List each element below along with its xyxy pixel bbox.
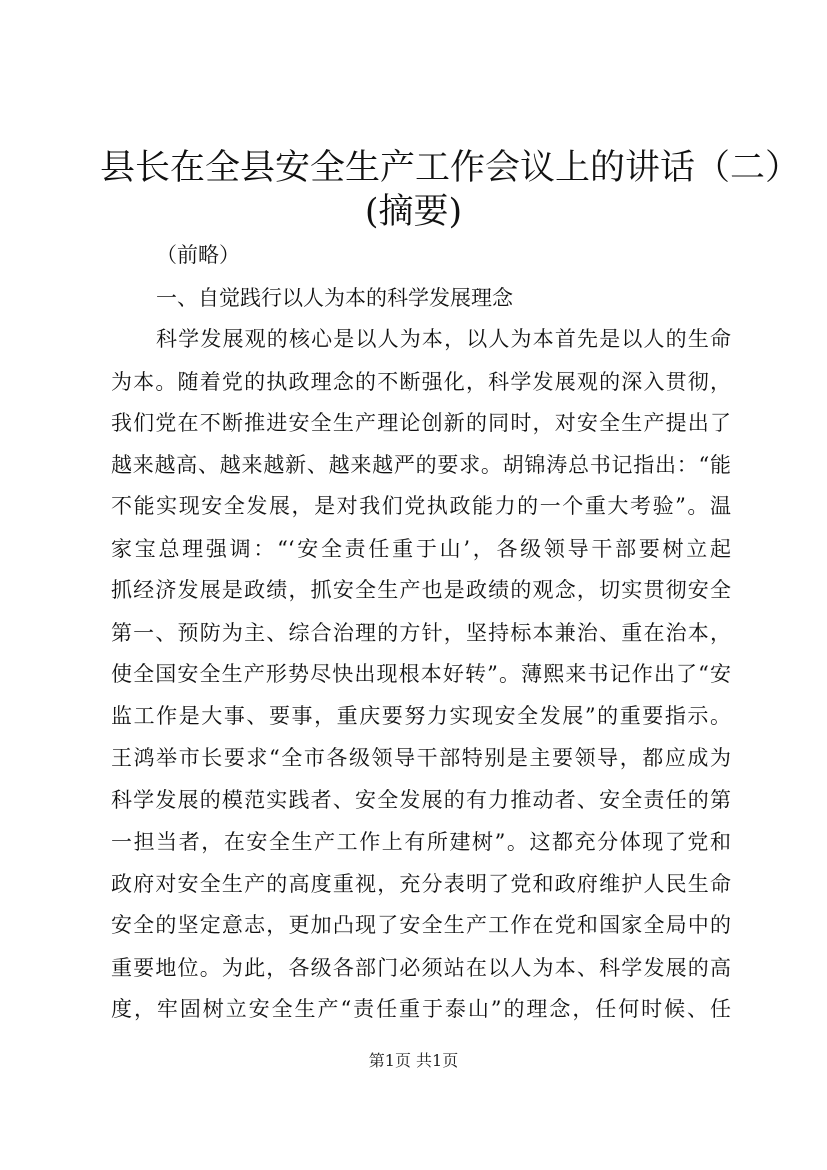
body-line: 王鸿举市长要求“全市各级领导干部特别是主要领导，都应成为: [111, 746, 731, 770]
body-line: 为本。随着党的执政理念的不断强化，科学发展观的深入贯彻，: [111, 370, 731, 394]
body-line: 重要地位。为此，各级各部门必须站在以人为本、科学发展的高: [111, 956, 731, 980]
body-line: 科学发展观的核心是以人为本，以人为本首先是以人的生命: [156, 327, 731, 351]
body-line: 监工作是大事、要事，重庆要努力实现安全发展”的重要指示。: [111, 704, 731, 728]
intro-note: （前略）: [156, 243, 240, 267]
section-heading: 一、自觉践行以人为本的科学发展理念: [156, 286, 513, 310]
body-line: 家宝总理强调：“‘安全责任重于山’，各级领导干部要树立起: [111, 537, 731, 561]
body-line: 一担当者，在安全生产工作上有所建树”。这都充分体现了党和: [111, 830, 731, 854]
body-line: 第一、预防为主、综合治理的方针，坚持标本兼治、重在治本，: [111, 621, 731, 645]
body-line: 越来越高、越来越新、越来越严的要求。胡锦涛总书记指出：“能: [111, 453, 731, 477]
body-line: 不能实现安全发展，是对我们党执政能力的一个重大考验”。温: [111, 494, 731, 518]
body-line: 安全的坚定意志，更加凸现了安全生产工作在党和国家全局中的: [111, 913, 731, 937]
body-line: 我们党在不断推进安全生产理论创新的同时，对安全生产提出了: [111, 411, 731, 435]
body-line: 政府对安全生产的高度重视，充分表明了党和政府维护人民生命: [111, 872, 731, 896]
document-title: 县长在全县安全生产工作会议上的讲话（二）: [100, 148, 801, 188]
document-subtitle: (摘要): [364, 192, 463, 232]
body-line: 使全国安全生产形势尽快出现根本好转”。薄熙来书记作出了“安: [111, 662, 731, 686]
body-line: 抓经济发展是政绩，抓安全生产也是政绩的观念，切实贯彻安全: [111, 578, 731, 602]
body-line: 度，牢固树立安全生产“责任重于泰山”的理念，任何时候、任: [111, 997, 731, 1021]
page-indicator: 第1页 共1页: [368, 1051, 459, 1070]
body-line: 科学发展的模范实践者、安全发展的有力推动者、安全责任的第: [111, 788, 731, 812]
